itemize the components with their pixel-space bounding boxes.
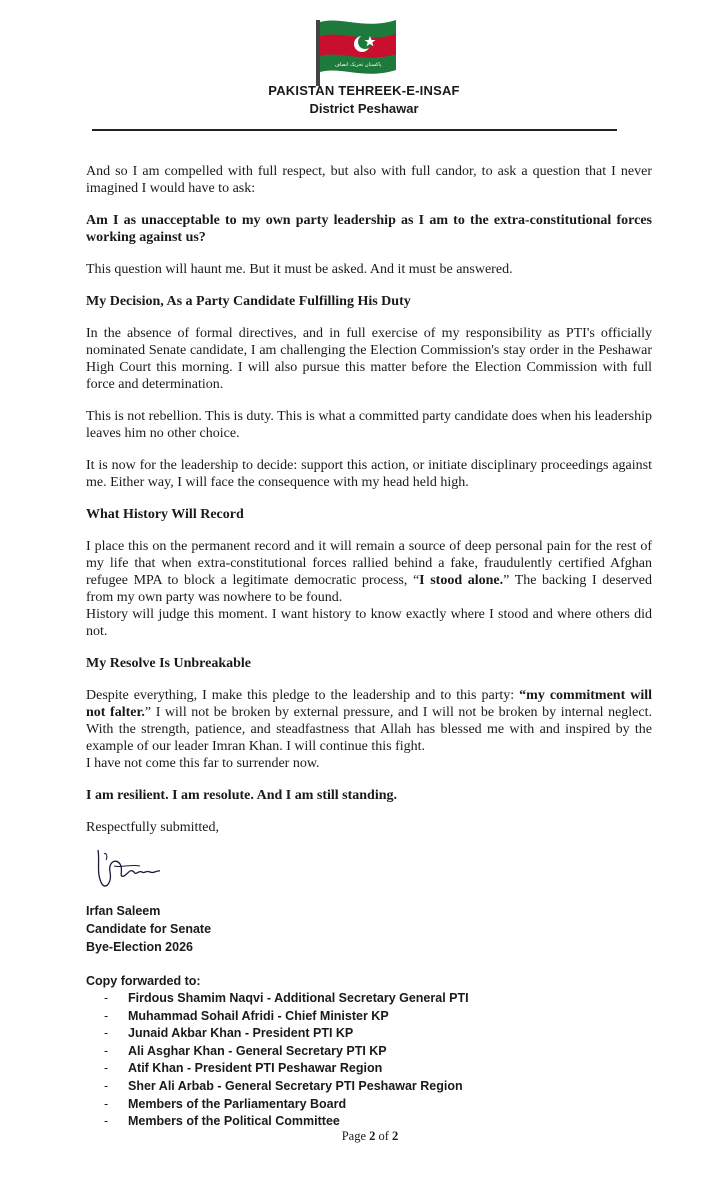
page-total: 2 [392, 1129, 399, 1143]
list-item [104, 1078, 469, 1096]
page-prefix: Page [341, 1129, 370, 1143]
recipient: Atif Khan - President PTI Peshawar Region [128, 1061, 383, 1076]
recipient: Muhammad Sohail Afridi - Chief Minister KP [128, 1008, 389, 1023]
letter-body [86, 163, 652, 851]
recipient: Firdous Shamim Naqvi - Additional Secretary General PTI [128, 991, 469, 1005]
paragraph-3: This question will haunt me. But it must be asked. And it must be answered. [86, 262, 513, 277]
paragraph-4: In the absence of formal directives, and in full exercise of my responsibility as PTI's officially nominated Senate candidate, I am challenging the Election Commission's stay order in the Peshawar High Court this morning. I will also pursue this matter before the Election Commission with full force and determination. [86, 326, 652, 392]
signer-title: Candidate for Senate [86, 922, 212, 936]
signer-block [86, 902, 211, 956]
heading-history: What History Will Record [86, 507, 244, 522]
paragraph-9-start: Despite everything, I make this pledge to the leadership and to this party: [86, 688, 520, 703]
bullet-dash: - [104, 1043, 109, 1058]
district-name: District Peshawar [309, 101, 419, 116]
signature-image [90, 844, 170, 894]
list-item [104, 1060, 469, 1078]
quote-stood-alone: I stood alone. [419, 573, 504, 588]
list-item [104, 990, 469, 1008]
paragraph-7-end: ” The backing I deserved from my own party was nowhere to be found. [86, 573, 653, 605]
heading-decision: My Decision, As a Party Candidate Fulfilling His Duty [86, 294, 411, 309]
signer-election: Bye-Election 2026 [86, 940, 193, 954]
list-item [104, 1043, 469, 1061]
recipient: Members of the Political Committee [128, 1114, 340, 1129]
bullet-dash: - [104, 1078, 109, 1093]
list-item [104, 1008, 469, 1026]
paragraph-6: It is now for the leadership to decide: support this action, or initiate disciplinary proceedings against me. Either way, I will face the consequence with my head held high. [86, 458, 652, 490]
copy-forwarded-title: Copy forwarded to: [86, 974, 201, 988]
paragraph-1: And so I am compelled with full respect, but also with full candor, to ask a question that I never imagined I would have to ask: [86, 164, 652, 196]
copy-recipients-list [104, 990, 469, 1131]
organization-name: PAKISTAN TEHREEK-E-INSAF [268, 83, 460, 98]
bullet-dash: - [104, 1008, 109, 1023]
list-item [104, 1096, 469, 1114]
recipient: Sher Ali Arbab - General Secretary PTI Peshawar Region [128, 1078, 463, 1093]
pti-flag-logo [310, 14, 402, 86]
page-of: of [375, 1129, 393, 1143]
paragraph-7 [86, 538, 652, 606]
page-number [6, 1129, 728, 1144]
paragraph-9 [86, 687, 652, 755]
recipient: Junaid Akbar Khan - President PTI KP [128, 1026, 354, 1041]
paragraph-7-start: I place this on the permanent record and it will remain a source of deep personal pain for the rest of my life that when extra-constitutional forces rallied behind a fake, fraudulently certified Afghan refugee MPA to block a legitimate democratic process, “ [86, 539, 652, 588]
paragraph-8: History will judge this moment. I want history to know exactly where I stood and where others did not. [86, 607, 652, 639]
closing-statement: I am resilient. I am resolute. And I am still standing. [86, 788, 398, 803]
quote-commitment: “my commitment will not falter. [86, 688, 653, 720]
paragraph-10: I have not come this far to surrender now. [86, 756, 320, 771]
signer-name: Irfan Saleem [86, 904, 161, 918]
heading-resolve: My Resolve Is Unbreakable [86, 656, 252, 671]
list-item [104, 1025, 469, 1043]
header-divider [92, 129, 617, 131]
logo-text: پاکستان تحریک انصاف [334, 62, 382, 68]
bullet-dash: - [104, 1026, 109, 1041]
recipient: Ali Asghar Khan - General Secretary PTI KP [128, 1043, 387, 1058]
bullet-dash: - [104, 1096, 109, 1111]
bullet-dash: - [104, 1114, 109, 1129]
paragraph-5: This is not rebellion. This is duty. This is what a committed party candidate does when his leadership leaves him no other choice. [86, 409, 652, 441]
paragraph-9-end: ” I will not be broken by external pressure, and I will not be broken by internal neglect. With the strength, patience, and steadfastness that Allah has blessed me with and inspired by the example of our leader Imran Khan. I will continue this fight. [86, 705, 652, 754]
bullet-dash: - [104, 1061, 109, 1076]
recipient: Members of the Parliamentary Board [128, 1096, 347, 1111]
question-paragraph: Am I as unacceptable to my own party leadership as I am to the extra-constitutional forces working against us? [86, 213, 652, 245]
sign-off: Respectfully submitted, [86, 820, 219, 835]
bullet-dash: - [104, 991, 109, 1005]
page-current: 2 [369, 1129, 376, 1143]
